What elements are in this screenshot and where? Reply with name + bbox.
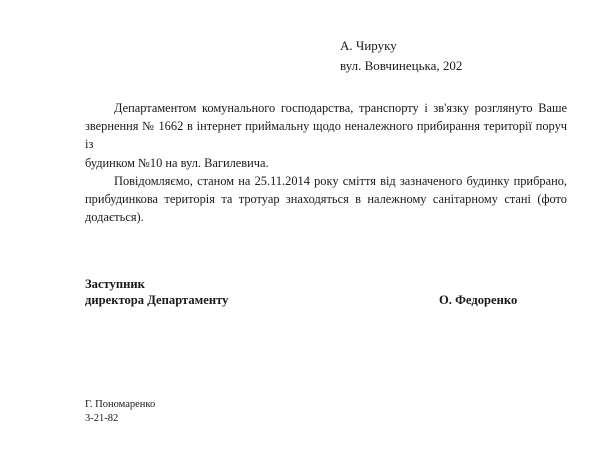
paragraph-2 xyxy=(85,172,567,227)
paragraph-2-line-1: Повідомляємо, станом на 25.11.2014 року сміття від зазначеного будинку прибрано, xyxy=(114,173,567,188)
paragraph-1 xyxy=(85,99,567,172)
addressee-address: вул. Вовчинецька, 202 xyxy=(340,58,463,73)
paragraph-1-line-3: будинком №10 на вул. Вагилевича. xyxy=(85,155,269,170)
executor-phone: 3-21-82 xyxy=(85,413,119,424)
executor-block xyxy=(85,398,155,426)
addressee-name: А. Чируку xyxy=(340,38,397,53)
letter-body xyxy=(85,99,567,226)
signature-name: О. Федоренко xyxy=(439,293,518,307)
signature-title-line-2: директора Департаменту xyxy=(85,293,229,307)
addressee-block xyxy=(340,36,462,76)
paragraph-1-line-1: Департаментом комунального господарства, транспорту і зв'язку розглянуто Ваше xyxy=(114,101,567,115)
paragraph-1-line-2: звернення № 1662 в інтернет приймальну щодо неналежного прибирання території поруч із xyxy=(85,119,567,152)
signature-title-line-1: Заступник xyxy=(85,277,145,291)
signature-title xyxy=(85,276,228,308)
executor-name: Г. Пономаренко xyxy=(85,399,156,410)
paragraph-2-line-3: додається). xyxy=(85,210,144,225)
paragraph-2-line-2: прибудинкова територія та тротуар знаходяться в належному санітарному стані (фото xyxy=(85,192,567,207)
